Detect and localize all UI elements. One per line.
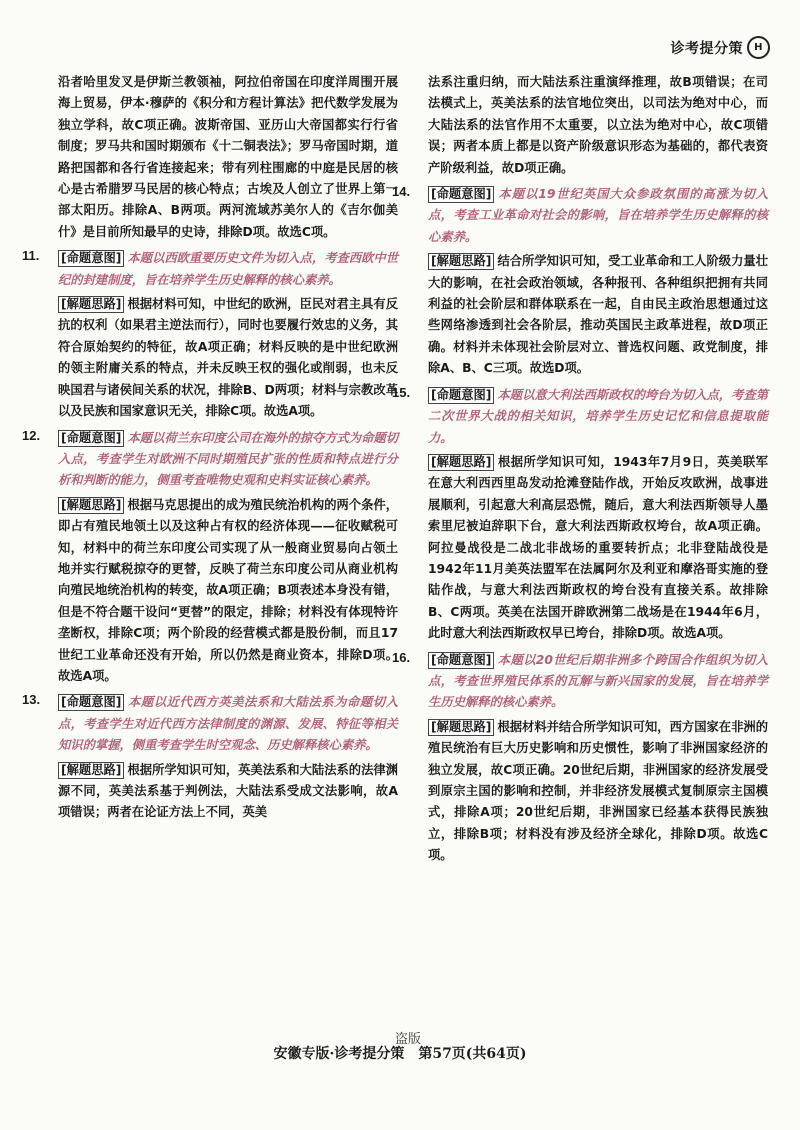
analysis-text: 根据马克思提出的成为殖民统治机构的两个条件，即占有殖民地领土以及这种占有权的经济体现——征收赋税可知，材料中的荷兰东印度公司实现了从一般商业贸易向占领土地并实行赋税掠夺的更替，反映了荷兰东印度公司从商业机构向殖民地统治机构的转变，故A项正确；B项表述本身没有错，但是不符合题干设问“更替”的限定，排除；材料没有体现特许垄断权，排除C项；两个阶段的经营模式都是股份制，而且17世纪工业革命还没有开始，所以仍然是商业资本，排除D项。故选A项。 bbox=[58, 497, 398, 683]
intent-tag: [命题意图] bbox=[58, 694, 124, 711]
analysis-text: 根据所学知识可知，1943年7月9日，英美联军在意大利西西里岛发动抢滩登陆作战，开始反攻欧洲，战事进展顺利，引起意大利高层恐慌，随后，意大利法西斯领导人墨索里尼被迫辞职下台，意大利法西斯政权垮台，故A项正确。阿拉曼战役是二战北非战场的重要转折点；北非登陆战役是1942年11月美英法盟军在法属阿尔及利亚和摩洛哥实施的登陆作战，与意大利法西斯政权的垮台没有直接关系。故排除B、C两项。英美在法国开辟欧洲第二战场是在1944年6月，此时意大利法西斯政权早已垮台，排除D项。故选A项。 bbox=[428, 454, 768, 641]
question-intent bbox=[58, 428, 398, 492]
left-column bbox=[22, 72, 398, 824]
analysis-tag: [解题思路] bbox=[428, 253, 494, 270]
intent-tag: [命题意图] bbox=[428, 387, 494, 404]
intent-tag: [命题意图] bbox=[428, 186, 494, 203]
answer-item bbox=[392, 649, 768, 867]
question-intent bbox=[428, 650, 768, 714]
intent-text: 本题以荷兰东印度公司在海外的掠夺方式为命题切入点，考查学生对欧洲不同时期殖民扩张的性质和特点进行分析和判断的能力，侧重考查唯物史观和史料实证核心素养。 bbox=[58, 430, 398, 488]
analysis-tag: [解题思路] bbox=[58, 762, 124, 779]
question-number: 12. bbox=[22, 427, 41, 443]
analysis-text: 根据所学知识可知，英美法系和大陆法系的法律渊源不同，英美法系基于判例法，大陆法系受成文法影响，故A项错误；两者在论证方法上不同，英美 bbox=[58, 762, 398, 820]
intent-tag: [命题意图] bbox=[58, 250, 124, 267]
analysis-tag: [解题思路] bbox=[428, 454, 494, 471]
question-intent bbox=[58, 248, 398, 291]
intent-tag: [命题意图] bbox=[428, 652, 494, 669]
intent-tag: [命题意图] bbox=[58, 430, 124, 447]
question-intent bbox=[428, 385, 768, 449]
question-analysis bbox=[428, 452, 768, 645]
question-number: 15. bbox=[392, 384, 411, 400]
question-number: 11. bbox=[22, 248, 40, 264]
question-number: 16. bbox=[392, 649, 411, 665]
page-footer bbox=[0, 1032, 800, 1063]
answer-item bbox=[392, 384, 768, 645]
answer-item bbox=[392, 184, 768, 380]
footer-text: 安徽专版·诊考提分策 第57页(共64页) bbox=[273, 1046, 527, 1062]
left-continuation: 沿者哈里发叉是伊斯兰教领袖，阿拉伯帝国在印度洋周围开展海上贸易，伊本·穆萨的《积分和方程计算法》把代数学发展为独立学科，故C项正确。波斯帝国、亚历山大帝国都实行行省制度；罗马共和国时期颁布《十二铜表法》；罗马帝国时期，道路把国都和各行省连接起来；带有列柱围廊的中庭是民居的核心是古希腊罗马民居的核心特点；古埃及人创立了世界上第一部太阳历。排除A、B两项。两河流域苏美尔人的《吉尔伽美什》是目前所知最早的史诗，排除D项。故选C项。 bbox=[58, 75, 398, 239]
watermark-text: 盗版 bbox=[395, 1032, 422, 1047]
brand-badge-icon: H bbox=[747, 36, 770, 59]
intent-text: 本题以意大利法西斯政权的垮台为切入点，考查第二次世界大战的相关知识，培养学生历史记忆和信息提取能力。 bbox=[428, 387, 768, 445]
analysis-tag: [解题思路] bbox=[58, 497, 124, 514]
analysis-text: 根据材料并结合所学知识可知，西方国家在非洲的殖民统治有巨大历史影响和历史惯性，影响了非洲国家经济的独立发展，故C项正确。20世纪后期，非洲国家的经济发展受到原宗主国的影响和控制，并非经济发展模式复制原宗主国模式，排除A项；20世纪后期，非洲国家已经基本获得民族独立，排除B项；材料没有涉及经济全球化，排除D项。故选C项。 bbox=[428, 719, 768, 863]
analysis-tag: [解题思路] bbox=[428, 719, 494, 736]
question-number: 13. bbox=[22, 692, 41, 708]
question-intent bbox=[58, 692, 398, 756]
question-number: 14. bbox=[392, 184, 411, 200]
question-analysis bbox=[58, 495, 398, 688]
intent-text: 本题以19世纪英国大众参政氛围的高涨为切入点，考查工业革命对社会的影响，旨在培养学生历史解释的核心素养。 bbox=[428, 187, 768, 244]
analysis-tag: [解题思路] bbox=[58, 296, 124, 313]
intent-text: 本题以西欧重要历史文件为切入点，考查西欧中世纪的封建制度，旨在培养学生历史解释的核心素养。 bbox=[58, 251, 398, 287]
question-intent bbox=[428, 184, 768, 248]
analysis-text: 根据材料可知，中世纪的欧洲，臣民对君主具有反抗的权利（如果君主逆法而行），同时也要履行效忠的义务，其符合原始契约的特征，故A项正确；材料反映的是中世纪欧洲的领主附庸关系的特点，并未反映王权的强化或削弱，也未反映国君与诸侯间关系的状况，排除B、D两项；材料与宗教改革以及民族和国家意识无关，排除C项。故选A项。 bbox=[58, 297, 398, 419]
answer-item bbox=[22, 248, 398, 422]
question-analysis bbox=[428, 717, 768, 867]
question-analysis bbox=[58, 294, 398, 422]
answer-item bbox=[22, 692, 398, 823]
question-analysis bbox=[58, 760, 398, 824]
analysis-text: 结合所学知识可知，受工业革命和工人阶级力量壮大的影响，在社会政治领域，各种报刊、各种组织把拥有共同利益的社会阶层和群体联系在一起，自由民主政治思想通过这些网络渗透到社会各阶层，推动英国民主政革进程，故D项正确。材料并未体现社会阶层对立、普选权问题、政党制度，排除A、B、C三项。故选D项。 bbox=[428, 254, 768, 376]
intent-text: 本题以近代西方英美法系和大陆法系为命题切入点，考查学生对近代西方法律制度的渊源、发展、特征等相关知识的掌握，侧重考查学生时空观念、历史解释核心素养。 bbox=[58, 695, 398, 753]
answer-item bbox=[22, 427, 398, 688]
question-analysis bbox=[428, 251, 768, 379]
right-column bbox=[392, 72, 768, 867]
brand-title: 诊考提分策 bbox=[670, 40, 743, 57]
intent-text: 本题以20世纪后期非洲多个跨国合作组织为切入点，考查世界殖民体系的瓦解与新兴国家的发展，旨在培养学生历史解释的核心素养。 bbox=[428, 652, 768, 710]
right-continuation: 法系注重归纳，而大陆法系注重演绎推理，故B项错误；在司法模式上，英美法系的法官地位突出，以司法为绝对中心，而大陆法系的法官作用不太重要，以立法为绝对中心，故C项错误；两者本质上都是以资产阶级意识形态为基础的，都代表资产阶级利益，故D项正确。 bbox=[428, 75, 768, 175]
brand-header bbox=[671, 36, 771, 59]
